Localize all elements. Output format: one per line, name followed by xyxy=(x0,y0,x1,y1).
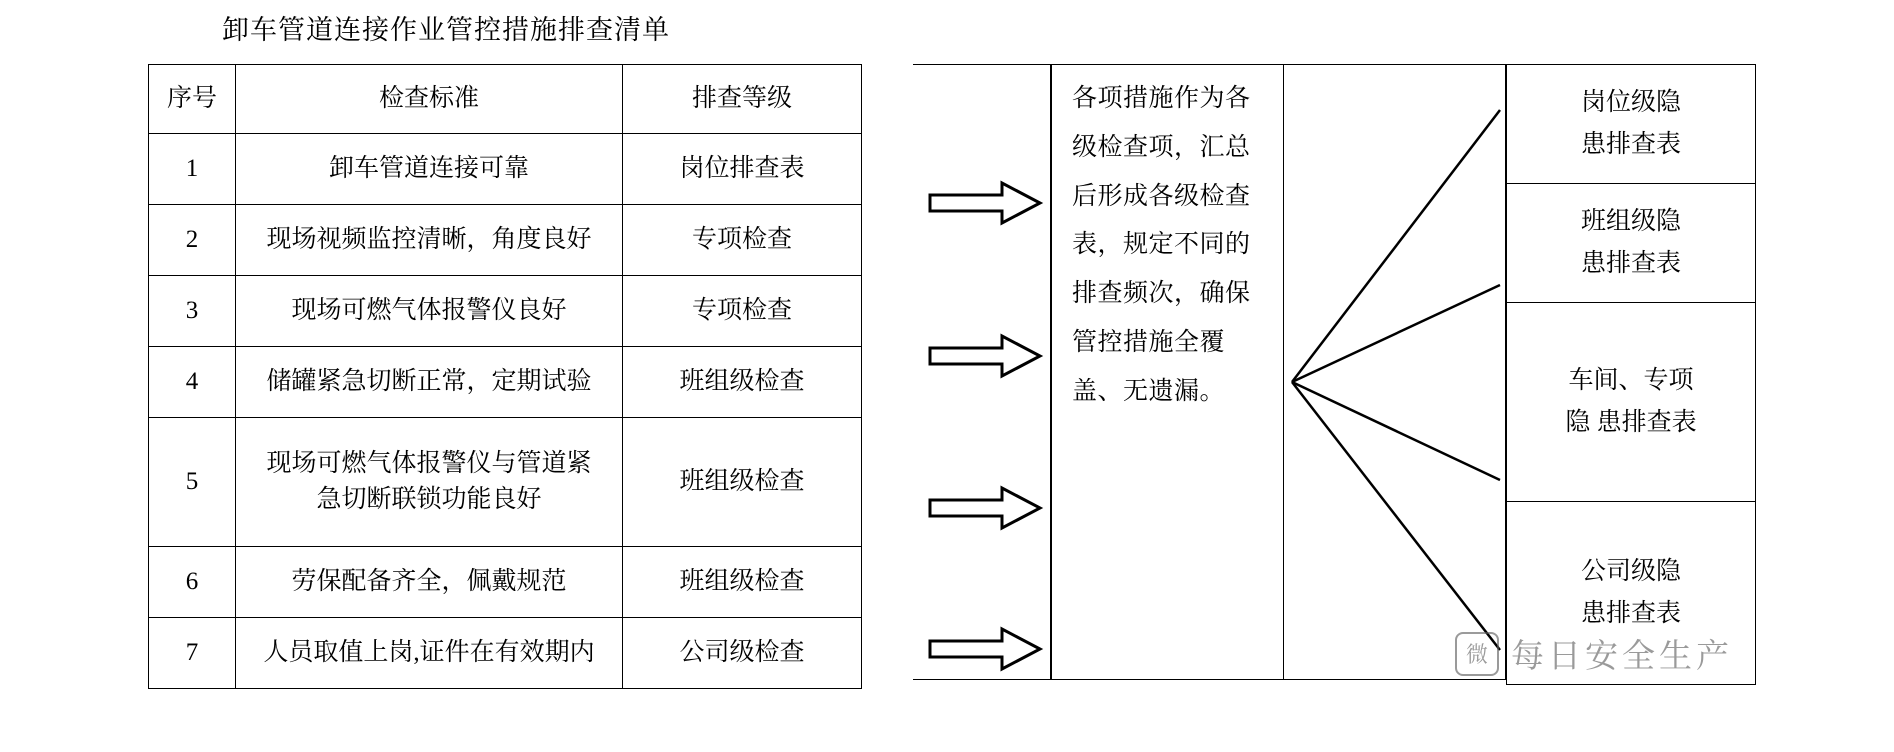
table-row xyxy=(149,347,862,418)
cell-standard-line2: 急切断联锁功能良好 xyxy=(316,486,542,513)
table-row xyxy=(149,276,862,347)
output-line2: 患排查表 xyxy=(1580,250,1681,277)
cell-no: 4 xyxy=(149,347,236,418)
output-line1: 岗位级隐 xyxy=(1580,88,1681,116)
watermark xyxy=(1455,630,1733,677)
cell-standard xyxy=(236,418,623,547)
arrow-lane-column xyxy=(913,64,1051,680)
cell-no: 7 xyxy=(149,618,236,689)
cell-no: 2 xyxy=(149,205,236,276)
cell-no: 3 xyxy=(149,276,236,347)
cell-level: 班组级检查 xyxy=(623,347,862,418)
cell-standard: 卸车管道连接可靠 xyxy=(236,134,623,205)
output-row xyxy=(1507,65,1756,184)
cell-standard: 人员取值上岗,证件在有效期内 xyxy=(236,618,623,689)
cell-no: 1 xyxy=(149,134,236,205)
output-cell-team-level xyxy=(1507,184,1756,303)
output-line1: 公司级隐 xyxy=(1580,557,1681,585)
column-header-standard: 检查标准 xyxy=(236,65,623,134)
column-header-no: 序号 xyxy=(149,65,236,134)
page-title: 卸车管道连接作业管控措施排查清单 xyxy=(222,15,670,45)
table-row xyxy=(149,418,862,547)
cell-standard: 劳保配备齐全，佩戴规范 xyxy=(236,547,623,618)
cell-level: 专项检查 xyxy=(623,276,862,347)
cell-standard: 储罐紧急切断正常，定期试验 xyxy=(236,347,623,418)
table-row xyxy=(149,205,862,276)
spacer-column xyxy=(1284,64,1506,680)
cell-level: 公司级检查 xyxy=(623,618,862,689)
output-line2: 患排查表 xyxy=(1580,131,1681,158)
cell-standard: 现场可燃气体报警仪良好 xyxy=(236,276,623,347)
outputs-table xyxy=(1506,64,1756,685)
table-row xyxy=(149,134,862,205)
cell-standard-line1: 现场可燃气体报警仪与管道紧 xyxy=(266,449,592,477)
output-line2: 隐 患排查表 xyxy=(1565,409,1697,436)
output-row xyxy=(1507,303,1756,502)
output-cell-workshop-special xyxy=(1507,303,1756,502)
cell-no: 6 xyxy=(149,547,236,618)
table-row xyxy=(149,618,862,689)
cell-level: 专项检查 xyxy=(623,205,862,276)
cell-no: 5 xyxy=(149,418,236,547)
wechat-logo-icon: 微 xyxy=(1455,632,1499,676)
table-row xyxy=(149,547,862,618)
table-header-row xyxy=(149,65,862,134)
cell-level: 岗位排查表 xyxy=(623,134,862,205)
watermark-text: 每日安全生产 xyxy=(1511,639,1733,675)
cell-level: 班组级检查 xyxy=(623,418,862,547)
checklist-table xyxy=(148,64,862,689)
output-line1: 班组级隐 xyxy=(1580,207,1681,235)
output-line1: 车间、专项 xyxy=(1568,366,1694,394)
output-cell-position-level xyxy=(1507,65,1756,184)
output-line2: 患排查表 xyxy=(1580,600,1681,627)
cell-standard: 现场视频监控清晰，角度良好 xyxy=(236,205,623,276)
cell-level: 班组级检查 xyxy=(623,547,862,618)
summary-text-box: 各项措施作为各级检查项，汇总后形成各级检查表，规定不同的排查频次，确保管控措施全覆盖、无遗漏。 xyxy=(1051,64,1284,680)
column-header-level: 排查等级 xyxy=(623,65,862,134)
output-row xyxy=(1507,184,1756,303)
